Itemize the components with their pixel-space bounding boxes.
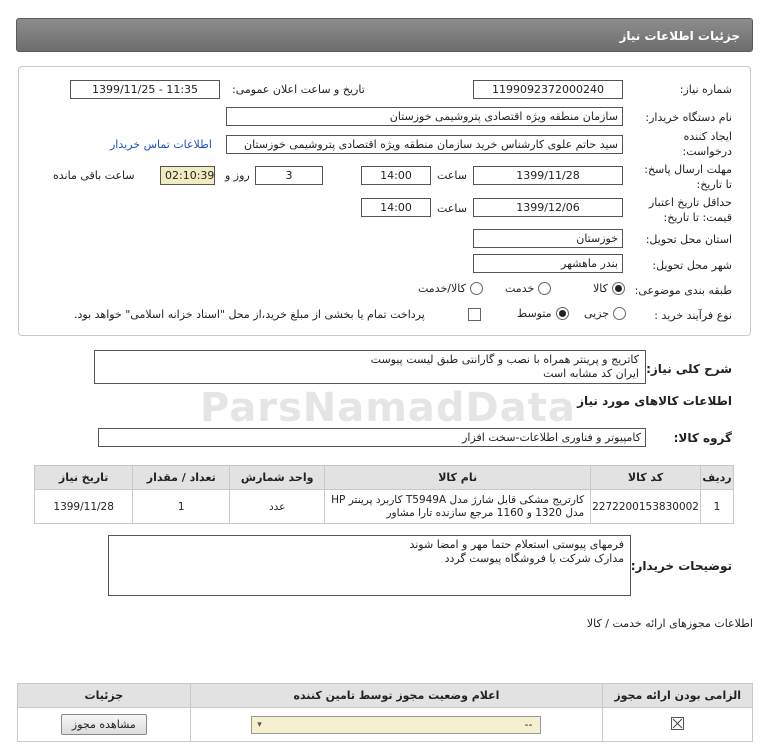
category-option-label: کالا/خدمت — [418, 282, 466, 295]
buyer-org-label: نام دستگاه خریدار: — [645, 111, 732, 124]
city-field: بندر ماهشهر — [473, 254, 623, 273]
treasury-checkbox[interactable] — [468, 308, 481, 321]
buyer-org-field: سازمان منطقه ویژه اقتصادی پتروشیمی خوزستان — [226, 107, 623, 126]
creator-label-1: ایجاد کننده — [683, 130, 732, 143]
need-number-label: شماره نیاز: — [679, 83, 732, 96]
category-option-goods-service[interactable] — [418, 282, 483, 295]
remaining-time-field: 02:10:39 — [160, 166, 215, 185]
process-radio-medium[interactable] — [556, 307, 569, 320]
payment-note: پرداخت تمام یا بخشی از مبلغ خرید،از محل "اسناد خزانه اسلامی" خواهد بود. — [74, 308, 425, 321]
cell-details — [18, 708, 191, 742]
validity-label-1: حداقل تاریخ اعتبار — [648, 196, 732, 209]
validity-label-2: قیمت: تا تاریخ: — [663, 211, 732, 224]
table-row — [35, 490, 734, 524]
group-field: کامپیوتر و فناوری اطلاعات-سخت افزار — [98, 428, 646, 447]
deadline-date-field: 1399/11/28 — [473, 166, 623, 185]
item-name-line: کارتریج مشکی قابل شارژ مدل T5949A کاربرد پرینتر HP — [331, 493, 585, 506]
buyer-notes-line: فرمهای پیوستی استعلام حتما مهر و امضا شوند — [409, 538, 624, 551]
remaining-label: ساعت باقی مانده — [53, 169, 135, 182]
days-label: روز و — [225, 169, 250, 182]
announce-label: تاریخ و ساعت اعلان عمومی: — [232, 83, 365, 96]
category-option-service[interactable] — [505, 282, 551, 295]
category-option-label: خدمت — [505, 282, 535, 295]
col-details: جزئیات — [18, 684, 191, 708]
deadline-label-2: تا تاریخ: — [696, 178, 732, 191]
col-row: ردیف — [700, 466, 733, 490]
category-label: طبقه بندی موضوعی: — [634, 284, 732, 297]
cell-row: 1 — [700, 490, 733, 524]
buyer-notes-label: توضیحات خریدار: — [630, 559, 732, 573]
buyer-notes-text — [108, 535, 631, 596]
permit-status-select[interactable] — [251, 716, 541, 734]
category-radio-goods[interactable] — [612, 282, 625, 295]
buyer-contact-link[interactable]: اطلاعات تماس خریدار — [110, 138, 212, 151]
permits-title: اطلاعات مجوزهای ارائه خدمت / کالا — [586, 617, 753, 630]
cell-date: 1399/11/28 — [35, 490, 133, 524]
days-field: 3 — [255, 166, 323, 185]
creator-label-2: درخواست: — [682, 145, 732, 158]
deadline-time-label: ساعت — [437, 169, 467, 182]
city-label: شهر محل تحویل: — [652, 259, 732, 272]
province-label: استان محل تحویل: — [645, 233, 732, 246]
validity-date-field: 1399/12/06 — [473, 198, 623, 217]
x-mark-icon — [672, 718, 683, 729]
goods-section-title: اطلاعات کالاهای مورد نیاز — [577, 394, 732, 408]
items-table — [34, 465, 734, 524]
announce-field: 1399/11/25 - 11:35 — [70, 80, 220, 99]
group-label: گروه کالا: — [673, 431, 732, 445]
process-radio-minor[interactable] — [613, 307, 626, 320]
view-permit-button[interactable]: مشاهده مجوز — [61, 714, 147, 735]
process-option-medium[interactable] — [517, 307, 569, 320]
permits-table — [17, 683, 753, 742]
permit-status-value: -- — [524, 718, 533, 731]
summary-text — [94, 350, 646, 384]
items-table-header — [35, 466, 734, 490]
process-option-label: متوسط — [517, 307, 552, 320]
cell-code: 2272200153830002 — [591, 490, 701, 524]
summary-line: کاتریج و پرینتر همراه با نصب و گارانتی طبق لیست پیوست — [370, 353, 639, 366]
need-number-field: 1199092372000240 — [473, 80, 623, 99]
col-date: تاریخ نیاز — [35, 466, 133, 490]
page-title: جزئیات اطلاعات نیاز — [619, 29, 740, 43]
col-permit-status: اعلام وضعیت مجوز توسط تامین کننده — [190, 684, 603, 708]
col-code: کد کالا — [591, 466, 701, 490]
col-name: نام کالا — [325, 466, 591, 490]
category-radio-goods-service[interactable] — [470, 282, 483, 295]
required-checkbox-icon — [671, 717, 684, 730]
chevron-down-icon[interactable]: ▾ — [257, 719, 262, 730]
category-option-label: کالا — [593, 282, 608, 295]
permits-table-header — [18, 684, 753, 708]
buyer-notes-line: مدارک شرکت یا فروشگاه پیوست گردد — [444, 552, 624, 565]
process-option-label: جزیی — [584, 307, 610, 320]
col-unit: واحد شمارش — [230, 466, 325, 490]
col-permit-required: الزامی بودن ارائه مجوز — [603, 684, 753, 708]
cell-qty: 1 — [133, 490, 230, 524]
table-row — [18, 708, 753, 742]
province-field: خوزستان — [473, 229, 623, 248]
creator-field: سید حاتم علوی کارشناس خرید سازمان منطقه ویژه اقتصادی پتروشیمی خوزستان — [226, 135, 623, 154]
deadline-time-field: 14:00 — [361, 166, 431, 185]
col-qty: تعداد / مقدار — [133, 466, 230, 490]
page-header — [16, 18, 753, 52]
cell-permit-status — [190, 708, 603, 742]
category-option-goods[interactable] — [593, 282, 625, 295]
item-name-line: مدل 1320 و 1160 مرجع سازنده تارا مشاور — [386, 506, 585, 519]
summary-line: ایران کد مشابه است — [543, 367, 639, 380]
watermark: ParsNamadData — [200, 385, 576, 431]
cell-unit: عدد — [230, 490, 325, 524]
cell-name — [325, 490, 591, 524]
validity-time-field: 14:00 — [361, 198, 431, 217]
validity-time-label: ساعت — [437, 202, 467, 215]
process-option-minor[interactable] — [584, 307, 626, 320]
process-label: نوع فرآیند خرید : — [654, 309, 732, 322]
category-radio-service[interactable] — [538, 282, 551, 295]
deadline-label-1: مهلت ارسال پاسخ: — [644, 163, 732, 176]
cell-permit-required — [603, 708, 753, 742]
summary-label: شرح کلی نیاز: — [646, 362, 732, 376]
